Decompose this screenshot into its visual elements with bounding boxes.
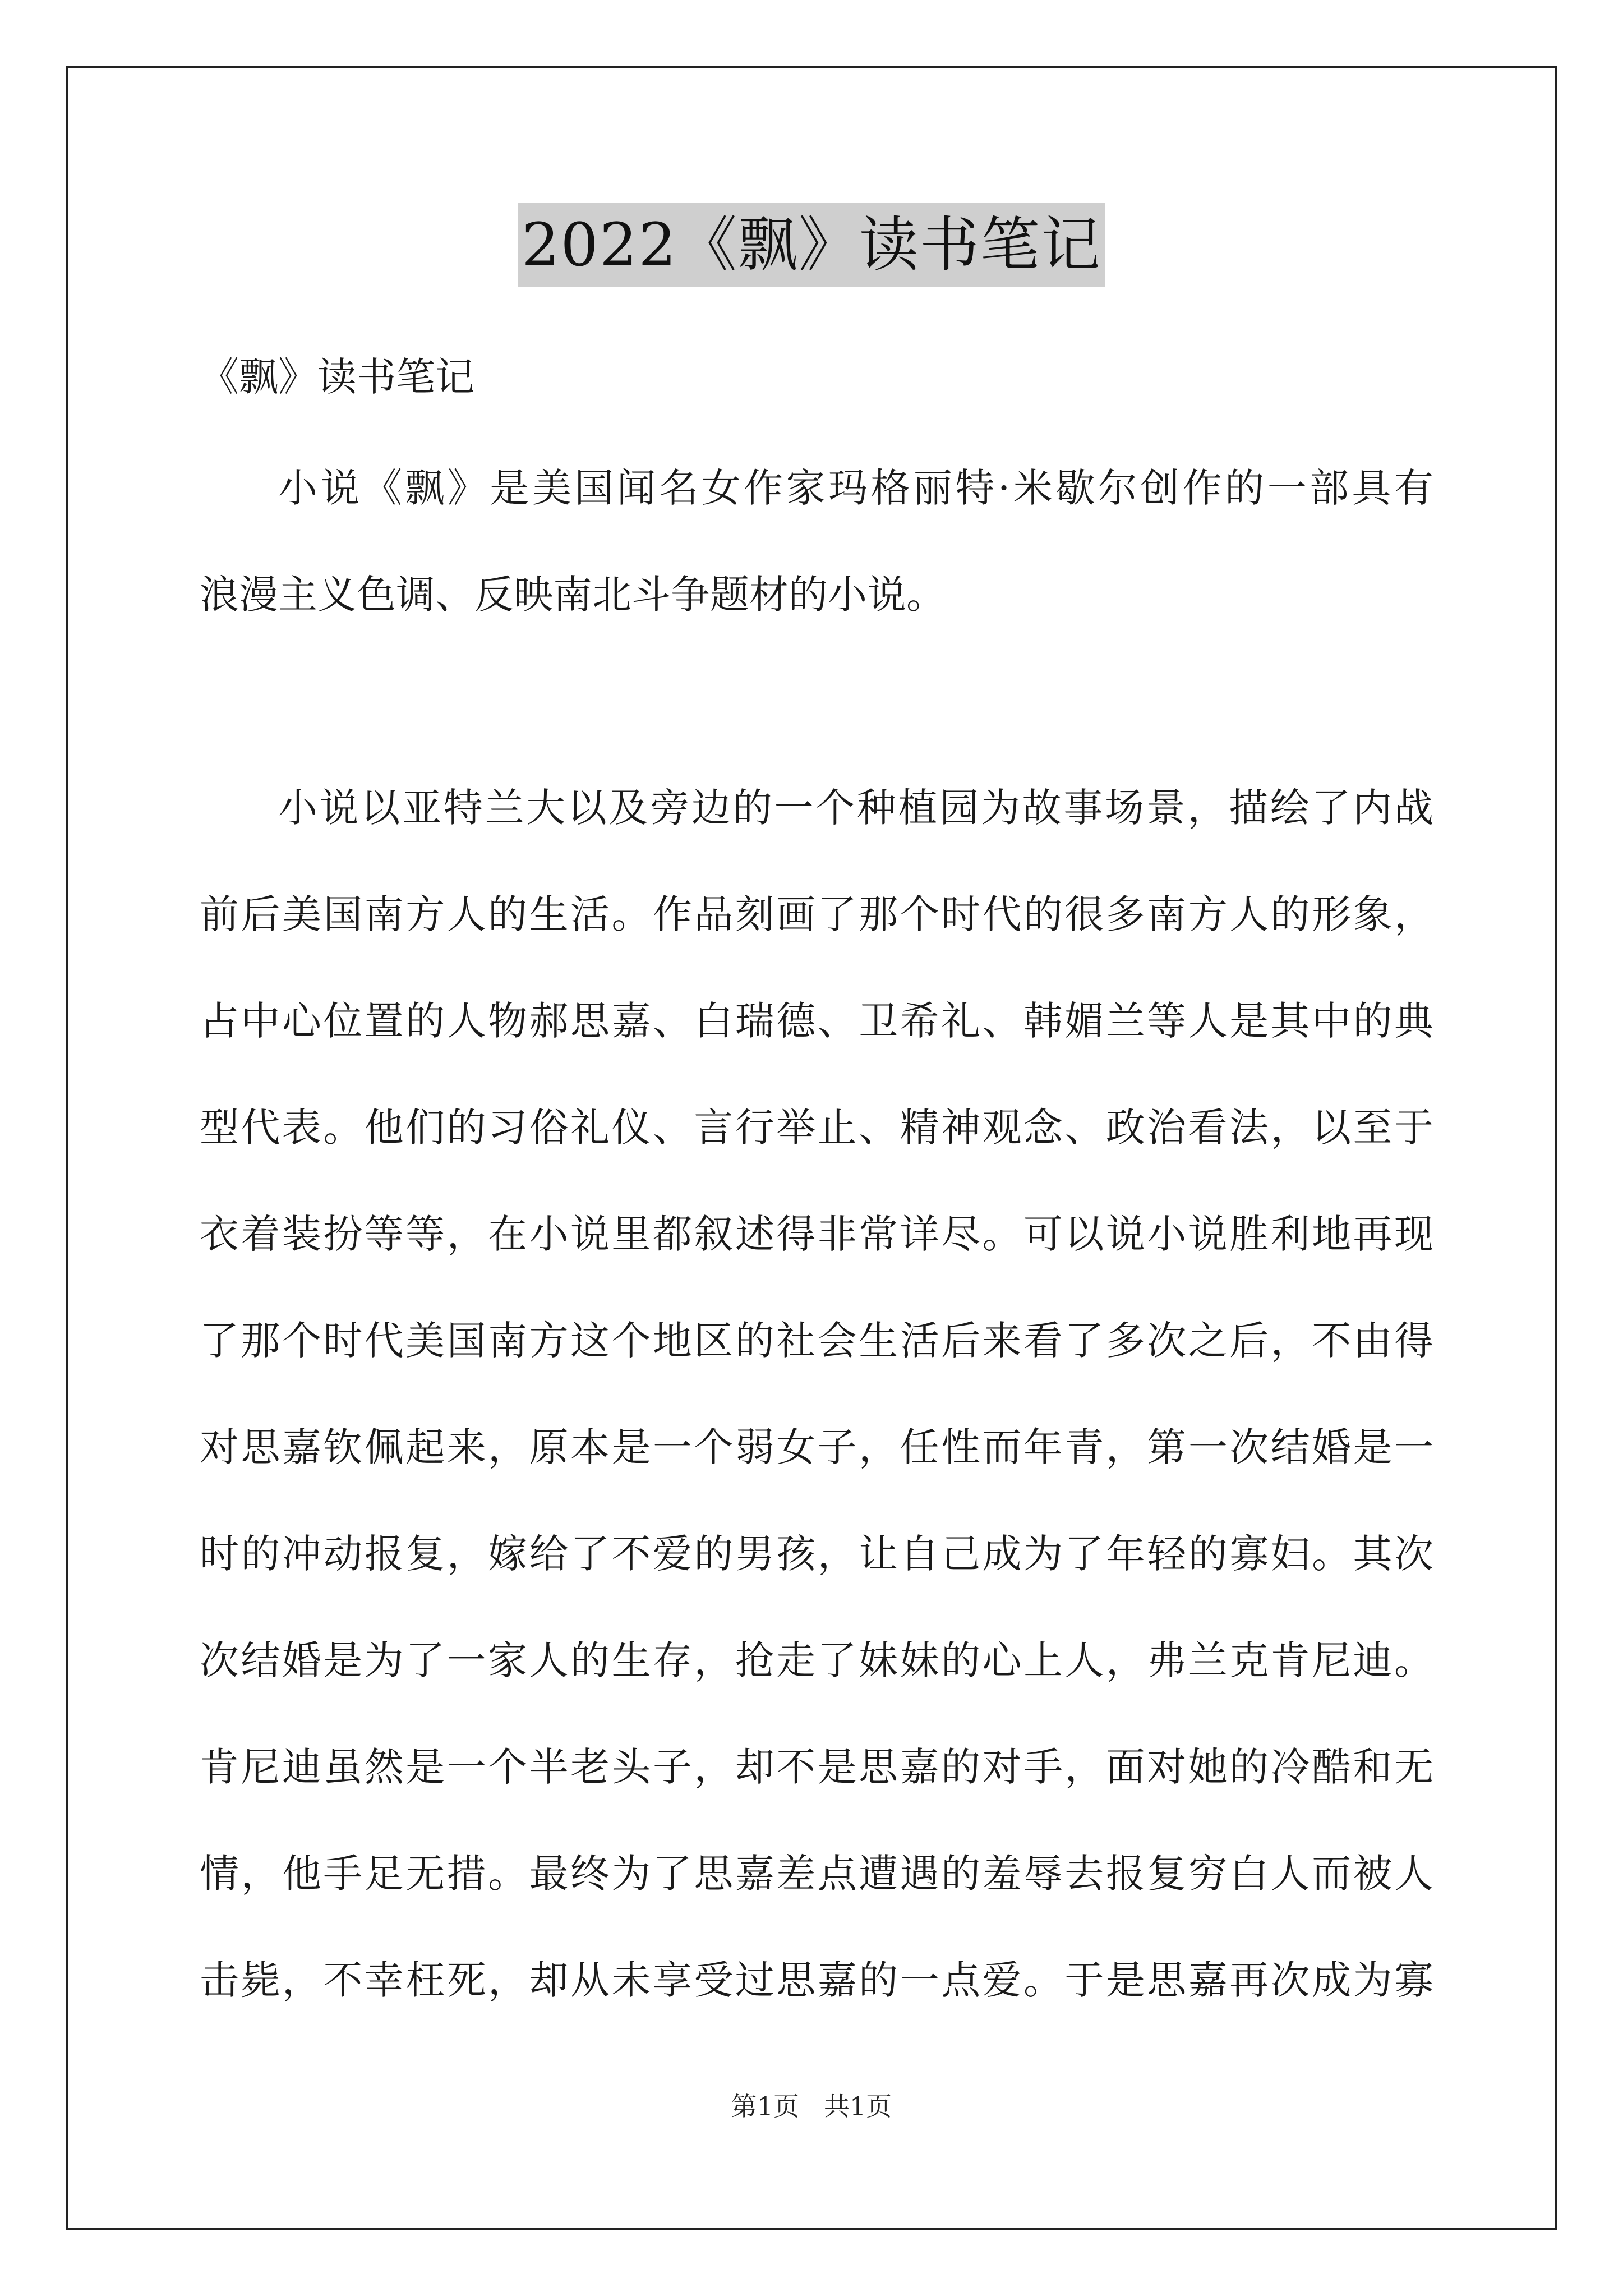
paragraph-line: 衣着装扮等等，在小说里都叙述得非常详尽。可以说小说胜利地再现 xyxy=(200,1211,1433,1257)
total-suffix: 页 xyxy=(866,2091,892,2122)
page-footer xyxy=(0,2090,1623,2123)
total-prefix: 共 xyxy=(823,2091,850,2122)
page-total: 1 xyxy=(849,2091,866,2122)
page-prefix: 第 xyxy=(731,2091,757,2122)
page-suffix: 页 xyxy=(773,2091,800,2122)
document-title: 2022《飘》读书笔记 xyxy=(518,203,1105,287)
paragraph-line: 次结婚是为了一家人的生存，抢走了妹妹的心上人，弗兰克肯尼迪。 xyxy=(200,1637,1433,1683)
paragraph-line: 时的冲动报复，嫁给了不爱的男孩，让自己成为了年轻的寡妇。其次 xyxy=(200,1531,1433,1577)
paragraph-line: 情，他手足无措。最终为了思嘉差点遭遇的羞辱去报复穷白人而被人 xyxy=(200,1851,1433,1897)
paragraph-line: 前后美国南方人的生活。作品刻画了那个时代的很多南方人的形象， xyxy=(200,891,1433,937)
page-current: 1 xyxy=(757,2091,774,2122)
paragraph-intro xyxy=(200,460,1433,673)
paragraph-body xyxy=(200,780,1433,2059)
document-subtitle: 《飘》读书笔记 xyxy=(200,354,474,400)
paragraph-line: 小说《飘》是美国闻名女作家玛格丽特·米歇尔创作的一部具有 xyxy=(278,465,1433,511)
paragraph-line: 占中心位置的人物郝思嘉、白瑞德、卫希礼、韩媚兰等人是其中的典 xyxy=(200,998,1433,1044)
paragraph-line: 对思嘉钦佩起来，原本是一个弱女子，任性而年青，第一次结婚是一 xyxy=(200,1424,1433,1470)
paragraph-line: 了那个时代美国南方这个地区的社会生活后来看了多次之后，不由得 xyxy=(200,1318,1433,1364)
paragraph-line: 型代表。他们的习俗礼仪、言行举止、精神观念、政治看法，以至于 xyxy=(200,1105,1433,1151)
title-container xyxy=(0,203,1623,287)
paragraph-line: 浪漫主义色调、反映南北斗争题材的小说。 xyxy=(200,572,946,618)
paragraph-line: 肯尼迪虽然是一个半老头子，却不是思嘉的对手，面对她的冷酷和无 xyxy=(200,1744,1433,1790)
paragraph-line: 击毙，不幸枉死，却从未享受过思嘉的一点爱。于是思嘉再次成为寡 xyxy=(200,1957,1433,2003)
paragraph-line: 小说以亚特兰大以及旁边的一个种植园为故事场景，描绘了内战 xyxy=(278,785,1433,831)
